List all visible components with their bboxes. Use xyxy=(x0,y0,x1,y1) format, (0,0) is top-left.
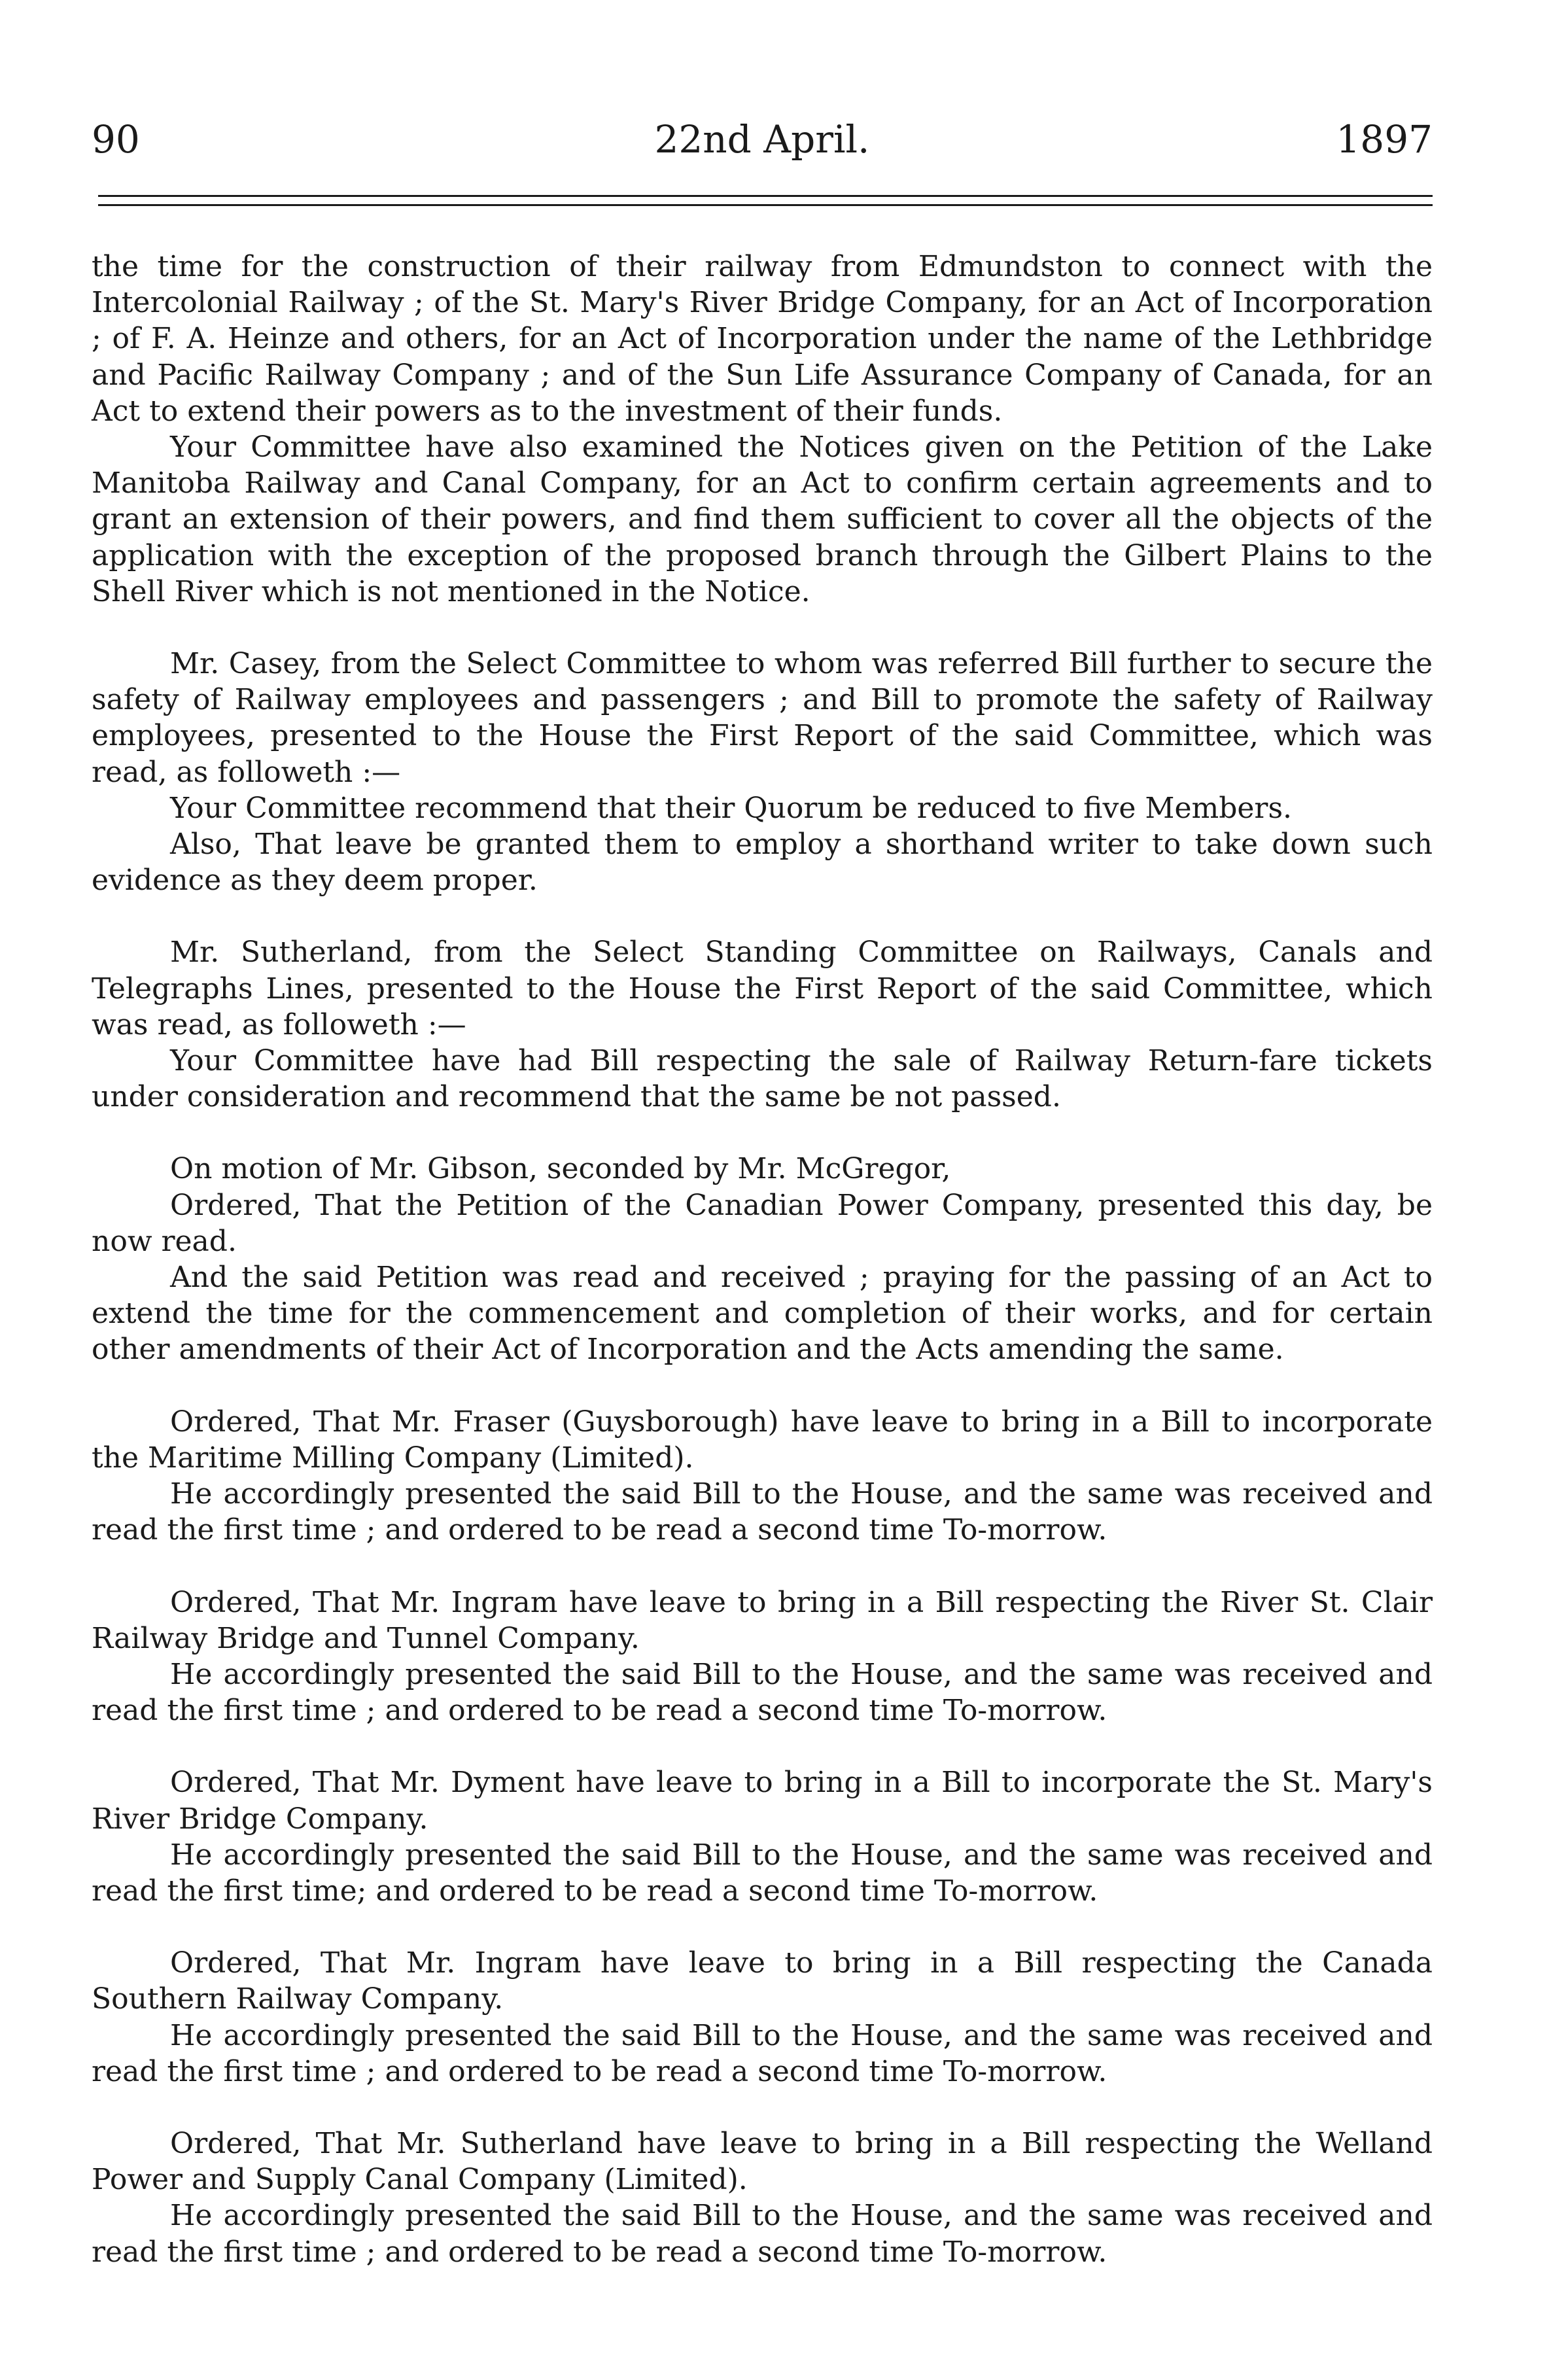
page-number: 90 xyxy=(92,117,140,162)
paragraph: Your Committee have also examined the Notices given on the Petition of the Lake Manitoba Railway and Canal Company, for an Act to confirm certain agreements and to grant an extension of their powers, and find them sufficient to cover all the objects of the application with the exception of the proposed branch through the Gilbert Plains to the Shell River which is not mentioned in the Notice. xyxy=(92,430,1433,608)
paragraph: On motion of Mr. Gibson, seconded by Mr. McGregor, xyxy=(170,1152,951,1186)
paragraph: Ordered, That Mr. Dyment have leave to bring in a Bill to incorporate the St. Mary's River Bridge Company. xyxy=(92,1766,1433,1836)
paragraph: Ordered, That Mr. Sutherland have leave to bring in a Bill respecting the Welland Power and Supply Canal Company (Limited). xyxy=(92,2126,1433,2197)
header-rule-top xyxy=(98,195,1433,197)
paragraph: Ordered, That Mr. Fraser (Guysborough) have leave to bring in a Bill to incorporate the Maritime Milling Company (Limited). xyxy=(92,1405,1433,1475)
paragraph: He accordingly presented the said Bill to the House, and the same was received and read the first time ; and ordered to be read a second time To-morrow. xyxy=(92,2018,1433,2088)
paragraph: He accordingly presented the said Bill to the House, and the same was received and read the first time ; and ordered to be read a second time To-morrow. xyxy=(92,2199,1433,2269)
paragraph: Mr. Casey, from the Select Committee to whom was referred Bill further to secure the safety of Railway employees and passengers ; and Bill to promote the safety of Railway employees, presented to the House the First Report of the said Committee, which was read, as followeth :— xyxy=(92,647,1433,789)
paragraph: Ordered, That the Petition of the Canadian Power Company, presented this day, be now read. xyxy=(92,1188,1433,1258)
paragraph: Ordered, That Mr. Ingram have leave to bring in a Bill respecting the Canada Southern Railway Company. xyxy=(92,1946,1433,2016)
paragraph: He accordingly presented the said Bill to the House, and the same was received and read the first time ; and ordered to be read a second time To-morrow. xyxy=(92,1477,1433,1547)
paragraph: Ordered, That Mr. Ingram have leave to bring in a Bill respecting the River St. Clair Railway Bridge and Tunnel Company. xyxy=(92,1585,1433,1655)
body-text xyxy=(92,249,1433,2270)
running-header xyxy=(92,116,1433,169)
paragraph: He accordingly presented the said Bill to the House, and the same was received and read the first time ; and ordered to be read a second time To-morrow. xyxy=(92,1657,1433,1728)
header-date: 22nd April. xyxy=(654,117,870,162)
header-rule-bottom xyxy=(98,204,1433,206)
paragraph: Your Committee have had Bill respecting the sale of Railway Return-fare tickets under consideration and recommend that the same be not passed. xyxy=(92,1044,1433,1114)
paragraph: Mr. Sutherland, from the Select Standing Committee on Railways, Canals and Telegraphs Lines, presented to the House the First Report of the said Committee, which was read, as followeth :— xyxy=(92,936,1433,1042)
paragraph: He accordingly presented the said Bill to the House, and the same was received and read the first time; and ordered to be read a second time To-morrow. xyxy=(92,1838,1433,1908)
header-year: 1897 xyxy=(1336,117,1433,162)
paragraph: Your Committee recommend that their Quorum be reduced to five Members. xyxy=(170,791,1293,825)
paragraph: Also, That leave be granted them to employ a shorthand writer to take down such evidence as they deem proper. xyxy=(92,828,1433,898)
paragraph: And the said Petition was read and received ; praying for the passing of an Act to extend the time for the commencement and completion of their works, and for certain other amendments of their Act of Incorporation and the Acts amending the same. xyxy=(92,1261,1433,1367)
paragraph-continued: the time for the construction of their railway from Edmundston to connect with the Intercolonial Railway ; of the St. Mary's River Bridge Company, for an Act of Incorporation ; of F. A. Heinze and others, for an Act of Incorporation under the name of the Lethbridge and Pacific Railway Company ; and of the Sun Life Assurance Company of Canada, for an Act to extend their powers as to the investment of their funds. xyxy=(92,250,1433,428)
